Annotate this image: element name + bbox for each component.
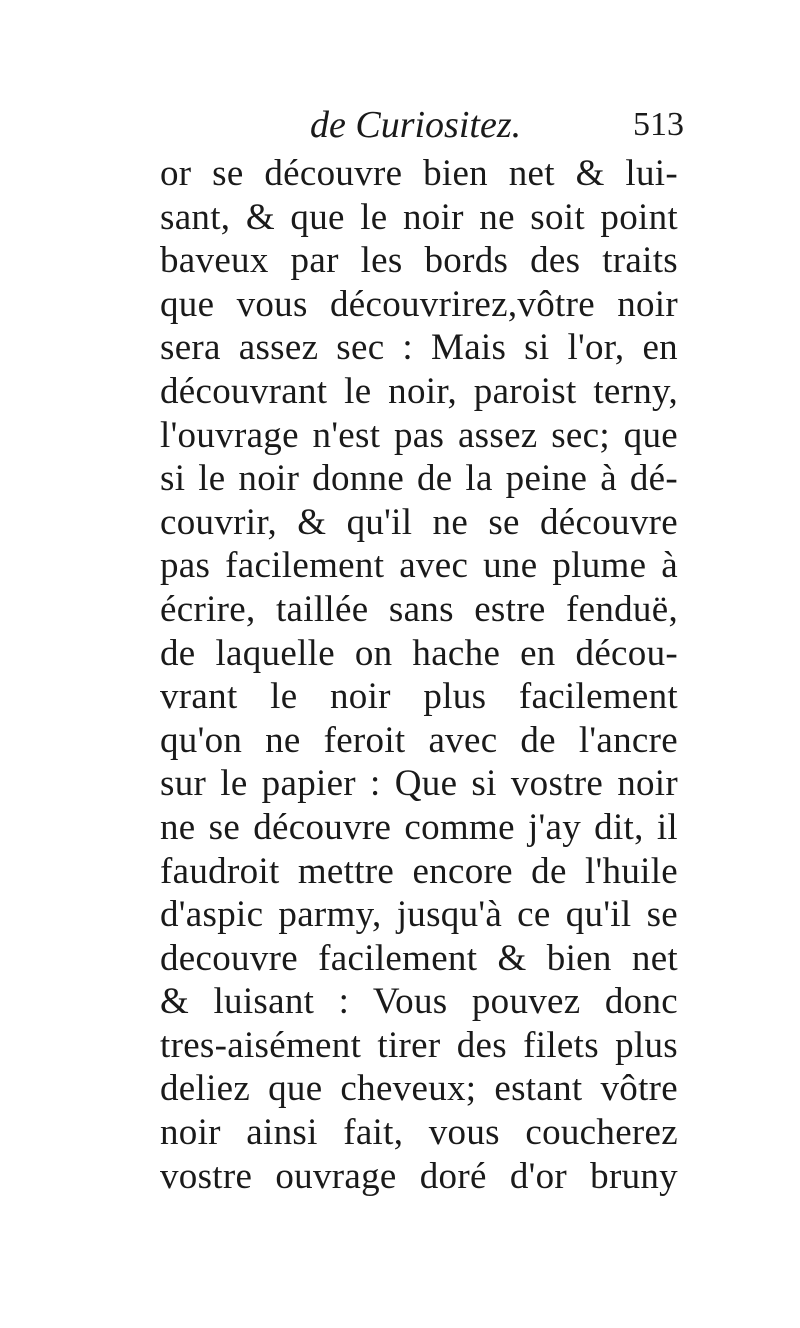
text-line-8: si le noir donne de la peine à dé- [160,458,678,500]
text-line-7: l'ouvrage n'est pas assez sec; que [160,414,678,456]
text-line-4: que vous découvrirez,vôtre noir [160,283,678,325]
text-line-19: decouvre facilement & bien net [160,937,678,979]
text-line-16: ne se découvre comme j'ay dit, il [160,806,678,848]
text-line-6: découvrant le noir, paroist terny, [160,370,678,412]
text-line-14: qu'on ne feroit avec de l'ancre [160,719,678,761]
text-line-24: vostre ouvrage doré d'or bruny [160,1155,678,1197]
text-line-18: d'aspic parmy, jusqu'à ce qu'il se [160,894,678,936]
text-line-3: baveux par les bords des traits [160,240,678,282]
text-line-20: & luisant : Vous pouvez donc [160,981,678,1023]
text-line-23: noir ainsi fait, vous coucherez [160,1112,678,1154]
text-line-5: sera assez sec : Mais si l'or, en [160,327,678,369]
text-line-2: sant, & que le noir ne soit point [160,196,678,238]
text-line-12: de laquelle on hache en décou- [160,632,678,674]
text-line-17: faudroit mettre encore de l'huile [160,850,678,892]
text-line-9: couvrir, & qu'il ne se découvre [160,501,678,543]
text-line-10: pas facilement avec une plume à [160,545,678,587]
text-line-1: or se découvre bien net & lui- [160,153,678,194]
text-line-11: écrire, taillée sans estre fenduë, [160,588,678,630]
text-line-21: tres-aisément tirer des filets plus [160,1024,678,1066]
running-head [300,100,690,150]
text-line-13: vrant le noir plus facilement [160,676,678,718]
page-number: 513 [633,106,684,143]
running-title: de Curiositez. [310,104,522,146]
text-line-15: sur le papier : Que si vostre noir [160,763,678,805]
body-text [160,152,678,1198]
text-line-22: deliez que cheveux; estant vôtre [160,1068,678,1110]
